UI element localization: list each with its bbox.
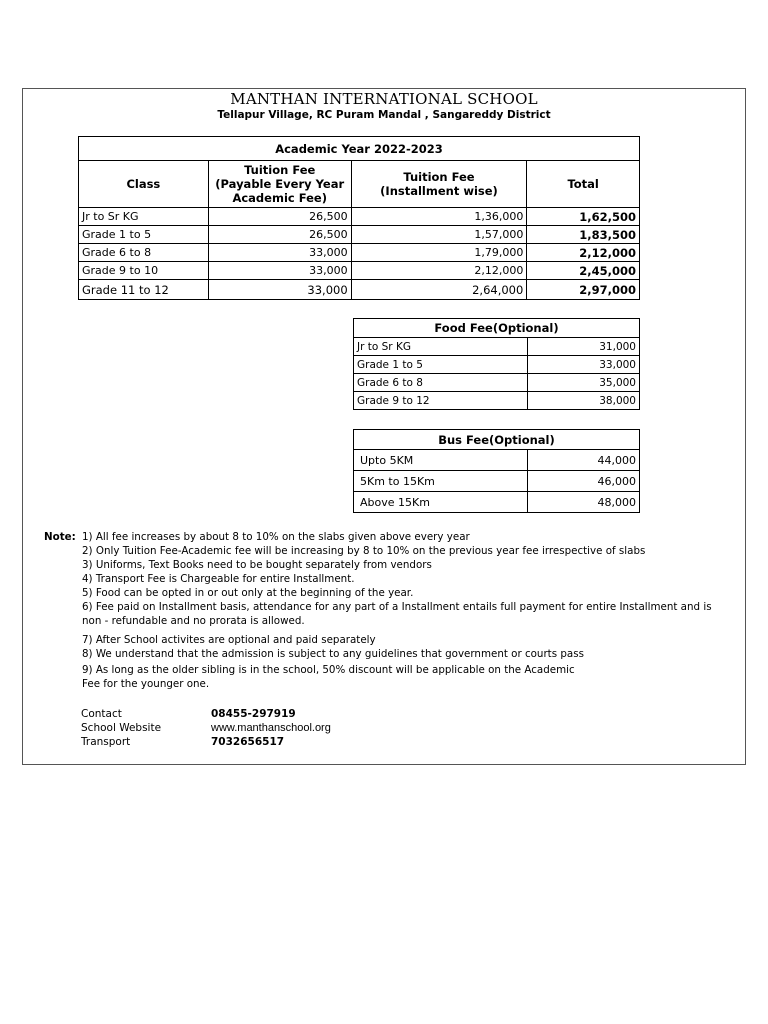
note-item: 5) Food can be opted in or out only at the beginning of the year.: [82, 587, 414, 599]
note-item: 6) Fee paid on Installment basis, attendance for any part of a Installment entails full payment for entire Installment and is: [82, 601, 712, 613]
note-item: 8) We understand that the admission is subject to any guidelines that government or courts pass: [82, 648, 584, 660]
contact-phone: 08455-297919: [211, 708, 296, 720]
table-row: Grade 6 to 8 35,000: [354, 374, 640, 392]
col-header-class: Class: [79, 161, 209, 208]
school-address: Tellapur Village, RC Puram Mandal , Sangareddy District: [217, 109, 551, 121]
table-row: Grade 11 to 12 33,000 2,64,000 2,97,000: [79, 280, 640, 300]
note-item-continued: non - refundable and no prorata is allowed.: [82, 615, 305, 627]
table-row: Upto 5KM 44,000: [354, 450, 640, 471]
col-header-tuition-fee: Tuition Fee (Payable Every Year Academic Fee): [208, 161, 351, 208]
bus-fee-table: [353, 429, 640, 513]
table-row: Grade 1 to 5 33,000: [354, 356, 640, 374]
food-table-caption: Food Fee(Optional): [354, 319, 640, 338]
table-row: Above 15Km 48,000: [354, 492, 640, 513]
transport-phone: 7032656517: [211, 736, 285, 748]
school-name: MANTHAN INTERNATIONAL SCHOOL: [230, 90, 538, 108]
note-item: 1) All fee increases by about 8 to 10% on the slabs given above every year: [82, 531, 470, 543]
table-row: 5Km to 15Km 46,000: [354, 471, 640, 492]
note-item: 2) Only Tuition Fee-Academic fee will be increasing by 8 to 10% on the previous year fee irrespective of slabs: [82, 545, 646, 557]
col-header-installment: Tuition Fee (Installment wise): [351, 161, 527, 208]
tuition-table-caption: Academic Year 2022-2023: [79, 137, 640, 161]
table-row: Grade 9 to 10 33,000 2,12,000 2,45,000: [79, 262, 640, 280]
table-row: Grade 9 to 12 38,000: [354, 392, 640, 410]
website-link[interactable]: www.manthanschool.org: [211, 722, 331, 734]
bus-table-caption: Bus Fee(Optional): [354, 430, 640, 450]
note-item-continued: Fee for the younger one.: [82, 678, 210, 690]
note-item: 9) As long as the older sibling is in the school, 50% discount will be applicable on the Academic: [82, 664, 575, 676]
col-header-total: Total: [527, 161, 640, 208]
website-label: School Website: [81, 722, 162, 734]
transport-label: Transport: [81, 736, 131, 748]
table-row: Grade 1 to 5 26,500 1,57,000 1,83,500: [79, 226, 640, 244]
contact-section: [81, 707, 481, 749]
contact-label: Contact: [81, 708, 122, 720]
table-row: Jr to Sr KG 26,500 1,36,000 1,62,500: [79, 208, 640, 226]
note-item: 4) Transport Fee is Chargeable for entire Installment.: [82, 573, 355, 585]
notes-list: [82, 530, 748, 691]
table-row: Jr to Sr KG 31,000: [354, 338, 640, 356]
note-item: 7) After School activites are optional and paid separately: [82, 634, 376, 646]
table-row: Grade 6 to 8 33,000 1,79,000 2,12,000: [79, 244, 640, 262]
notes-title: Note:: [44, 531, 76, 543]
tuition-fee-table: [78, 136, 640, 300]
food-fee-table: [353, 318, 640, 410]
note-item: 3) Uniforms, Text Books need to be bought separately from vendors: [82, 559, 432, 571]
